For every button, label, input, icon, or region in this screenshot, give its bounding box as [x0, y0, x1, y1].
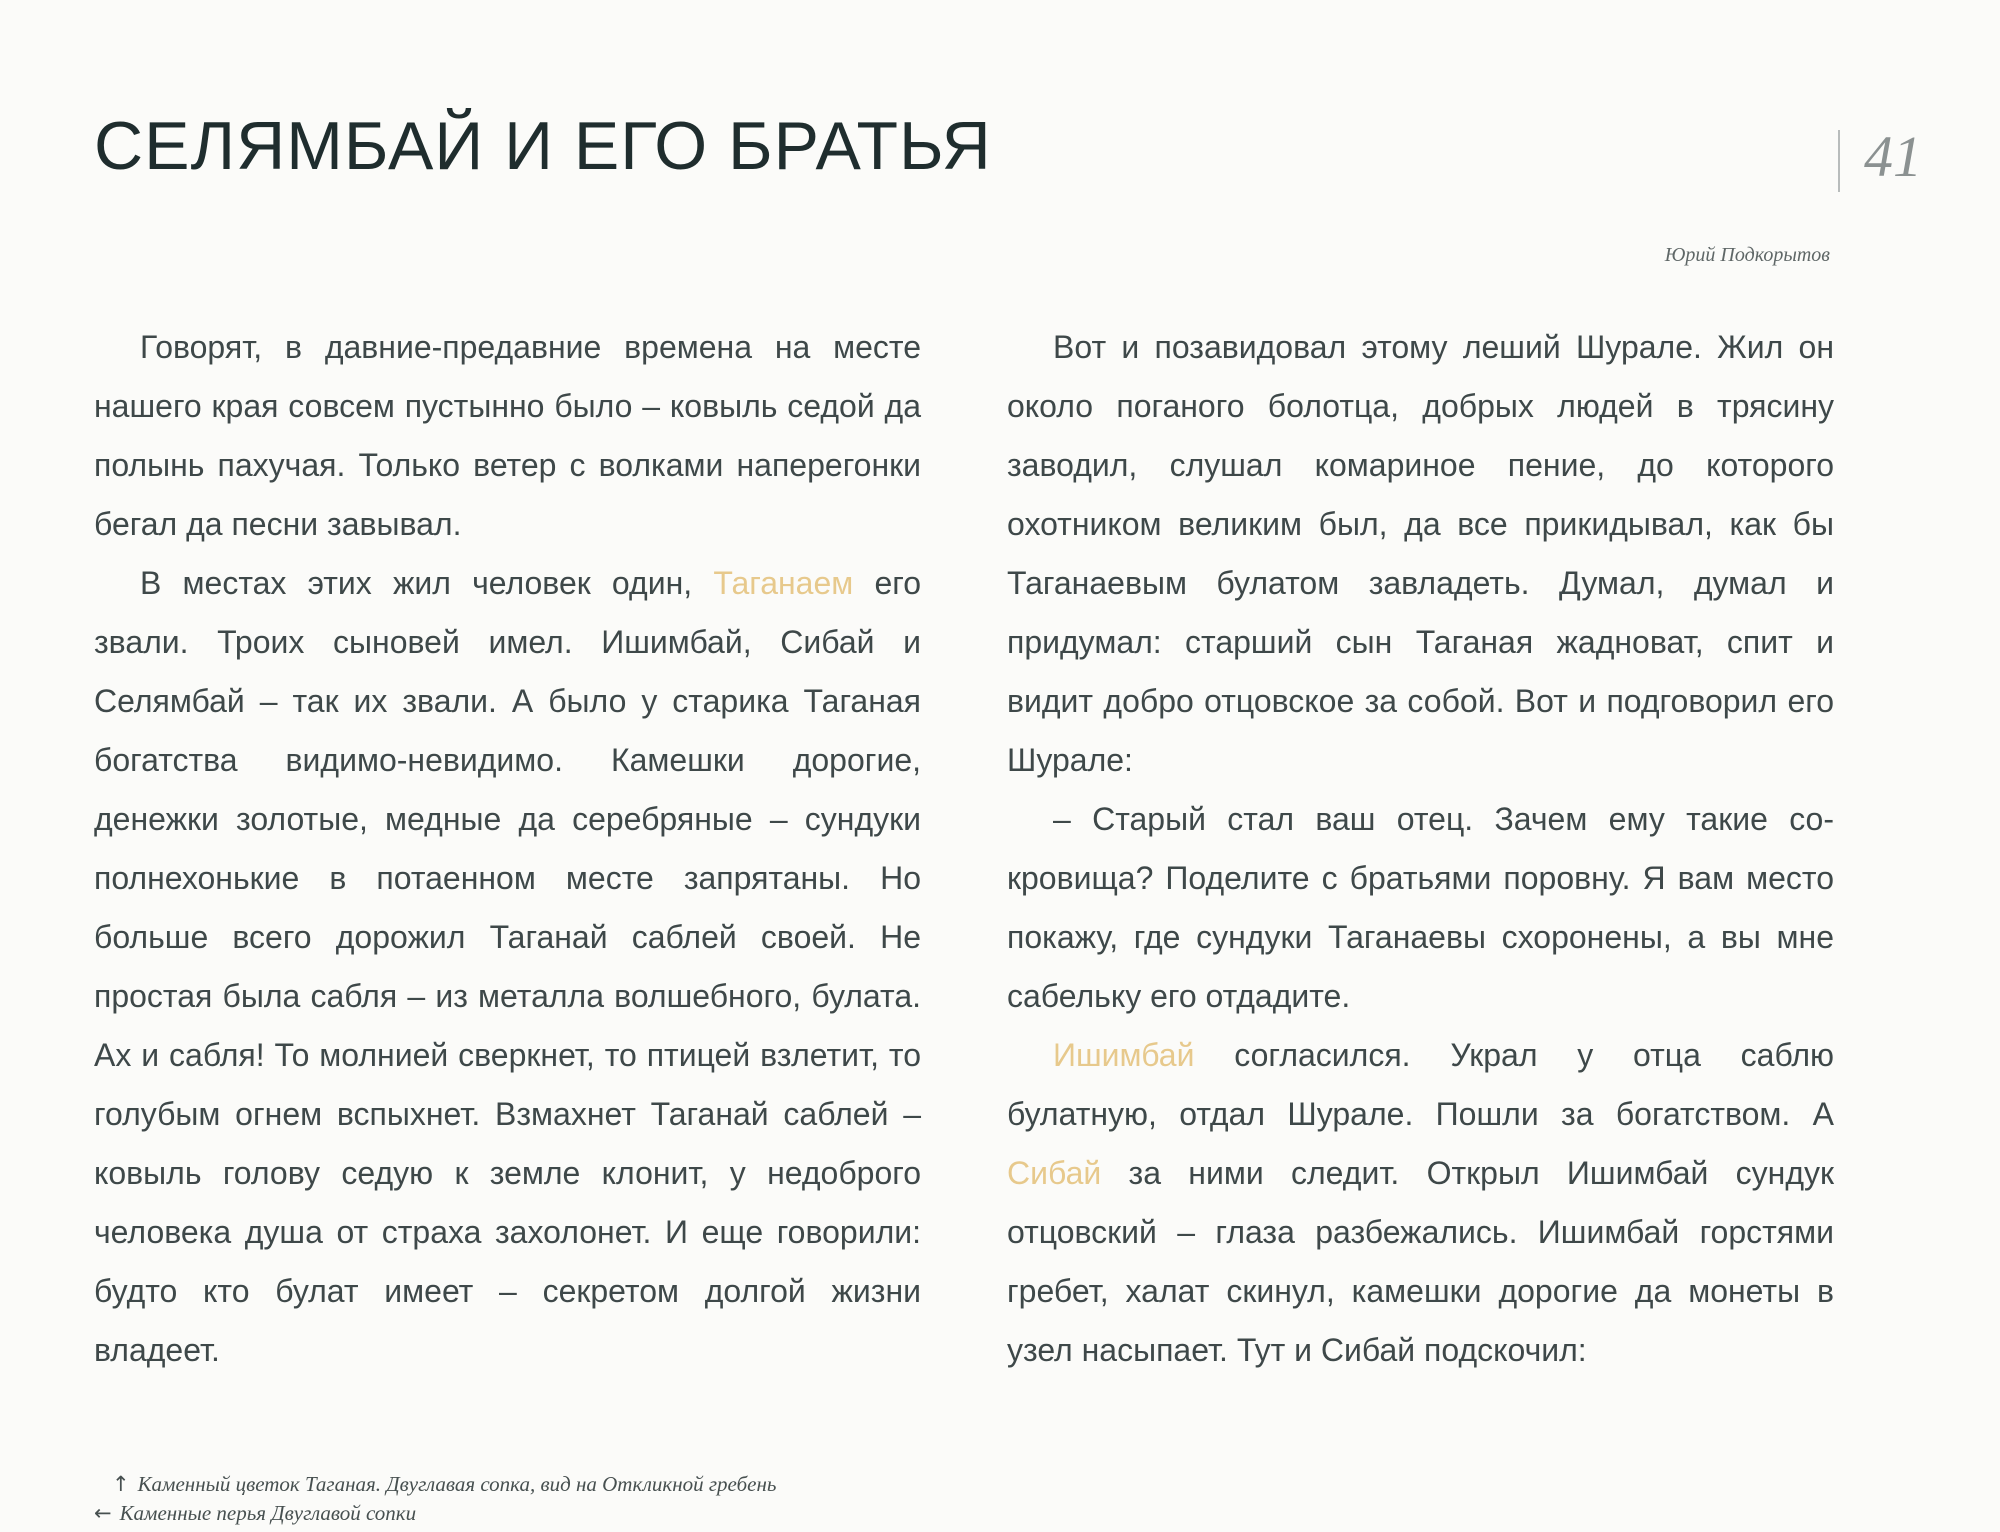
caption-line — [94, 1470, 776, 1499]
arrow-left-icon: ← — [94, 1501, 112, 1525]
page-title: СЕЛЯМБАЙ И ЕГО БРАТЬЯ — [94, 108, 992, 184]
page-number-divider — [1838, 130, 1840, 192]
paragraph-text: его звали. Троих сыновей имел. Ишимбай, Сибай и Селямбай – так их звали. А было у старика Таганая богатства видимо-невидимо. Камешки дорогие, денежки золотые, медные да серебряные – сундуки полнехонькие в потаенном месте запрятаны. Но больше всего дорожил Таганай саблей своей. Не простая была сабля – из металла волшебного, булата. Ах и сабля! То молнией сверкнет, то птицей взлетит, то голубым огнем вспыхнет. Взмахнет Таганай саблей – ковыль голову седую к земле клонит, у недоброго человека душа от страха захолонет. И еще говорили: будто кто булат имеет – секретом долгой жизни владеет. — [94, 565, 922, 1368]
paragraph — [94, 554, 921, 1380]
paragraph: – Старый стал ваш отец. Зачем ему такие сокровища? Поделите с братьями поровну. Я вам место покажу, где сундуки Таганаевы схоронены, а вы мне сабельку его отдадите. — [1007, 801, 1834, 1014]
paragraph: Говорят, в давние-предавние времена на месте нашего края совсем пустынно было – ковыль седой да полынь пахучая. Только ветер с волками наперегонки бегал да песни завывал. — [94, 329, 921, 542]
caption-text: Каменный цветок Таганая. Двуглавая сопка, вид на Откликной гребень — [137, 1472, 777, 1496]
paragraph-text: согласился. Украл у отца саблю булатную, отдал Шурале. Пошли за богатством. А — [1007, 1037, 1834, 1132]
highlighted-name: Сибай — [1007, 1155, 1102, 1191]
arrow-up-icon: ↑ — [112, 1472, 130, 1496]
left-text-column — [94, 318, 921, 1380]
highlighted-name: Ишимбай — [1053, 1037, 1195, 1073]
author-name: Юрий Подкорытов — [1664, 244, 1830, 266]
paragraph-text: за ними следит. Открыл Ишимбай сундук отцовский – глаза разбежались. Ишимбай горстями гребет, халат скинул, камешки дорогие да монеты в узел насыпает. Тут и Сибай подскочил: — [1007, 1155, 1834, 1368]
paragraph-text: В местах этих жил человек один, — [140, 565, 714, 601]
paragraph: Вот и позавидовал этому леший Шурале. Жил он около поганого болотца, добрых людей в трясину заводил, слушал комариное пение, до которого охотником великим был, да все прикидывал, как бы Таганаевым булатом завладеть. Думал, думал и придумал: старший сын Таганая жадноват, спит и видит добро отцовское за собой. Вот и подговорил его Шурале: — [1007, 329, 1834, 778]
page-number: 41 — [1864, 124, 1922, 189]
highlighted-name: Таганаем — [713, 565, 854, 601]
photo-captions — [94, 1470, 776, 1528]
caption-text: Каменные перья Двуглавой сопки — [119, 1501, 417, 1525]
right-text-column — [1007, 318, 1834, 1380]
paragraph — [1007, 1026, 1834, 1380]
caption-line — [94, 1499, 776, 1528]
